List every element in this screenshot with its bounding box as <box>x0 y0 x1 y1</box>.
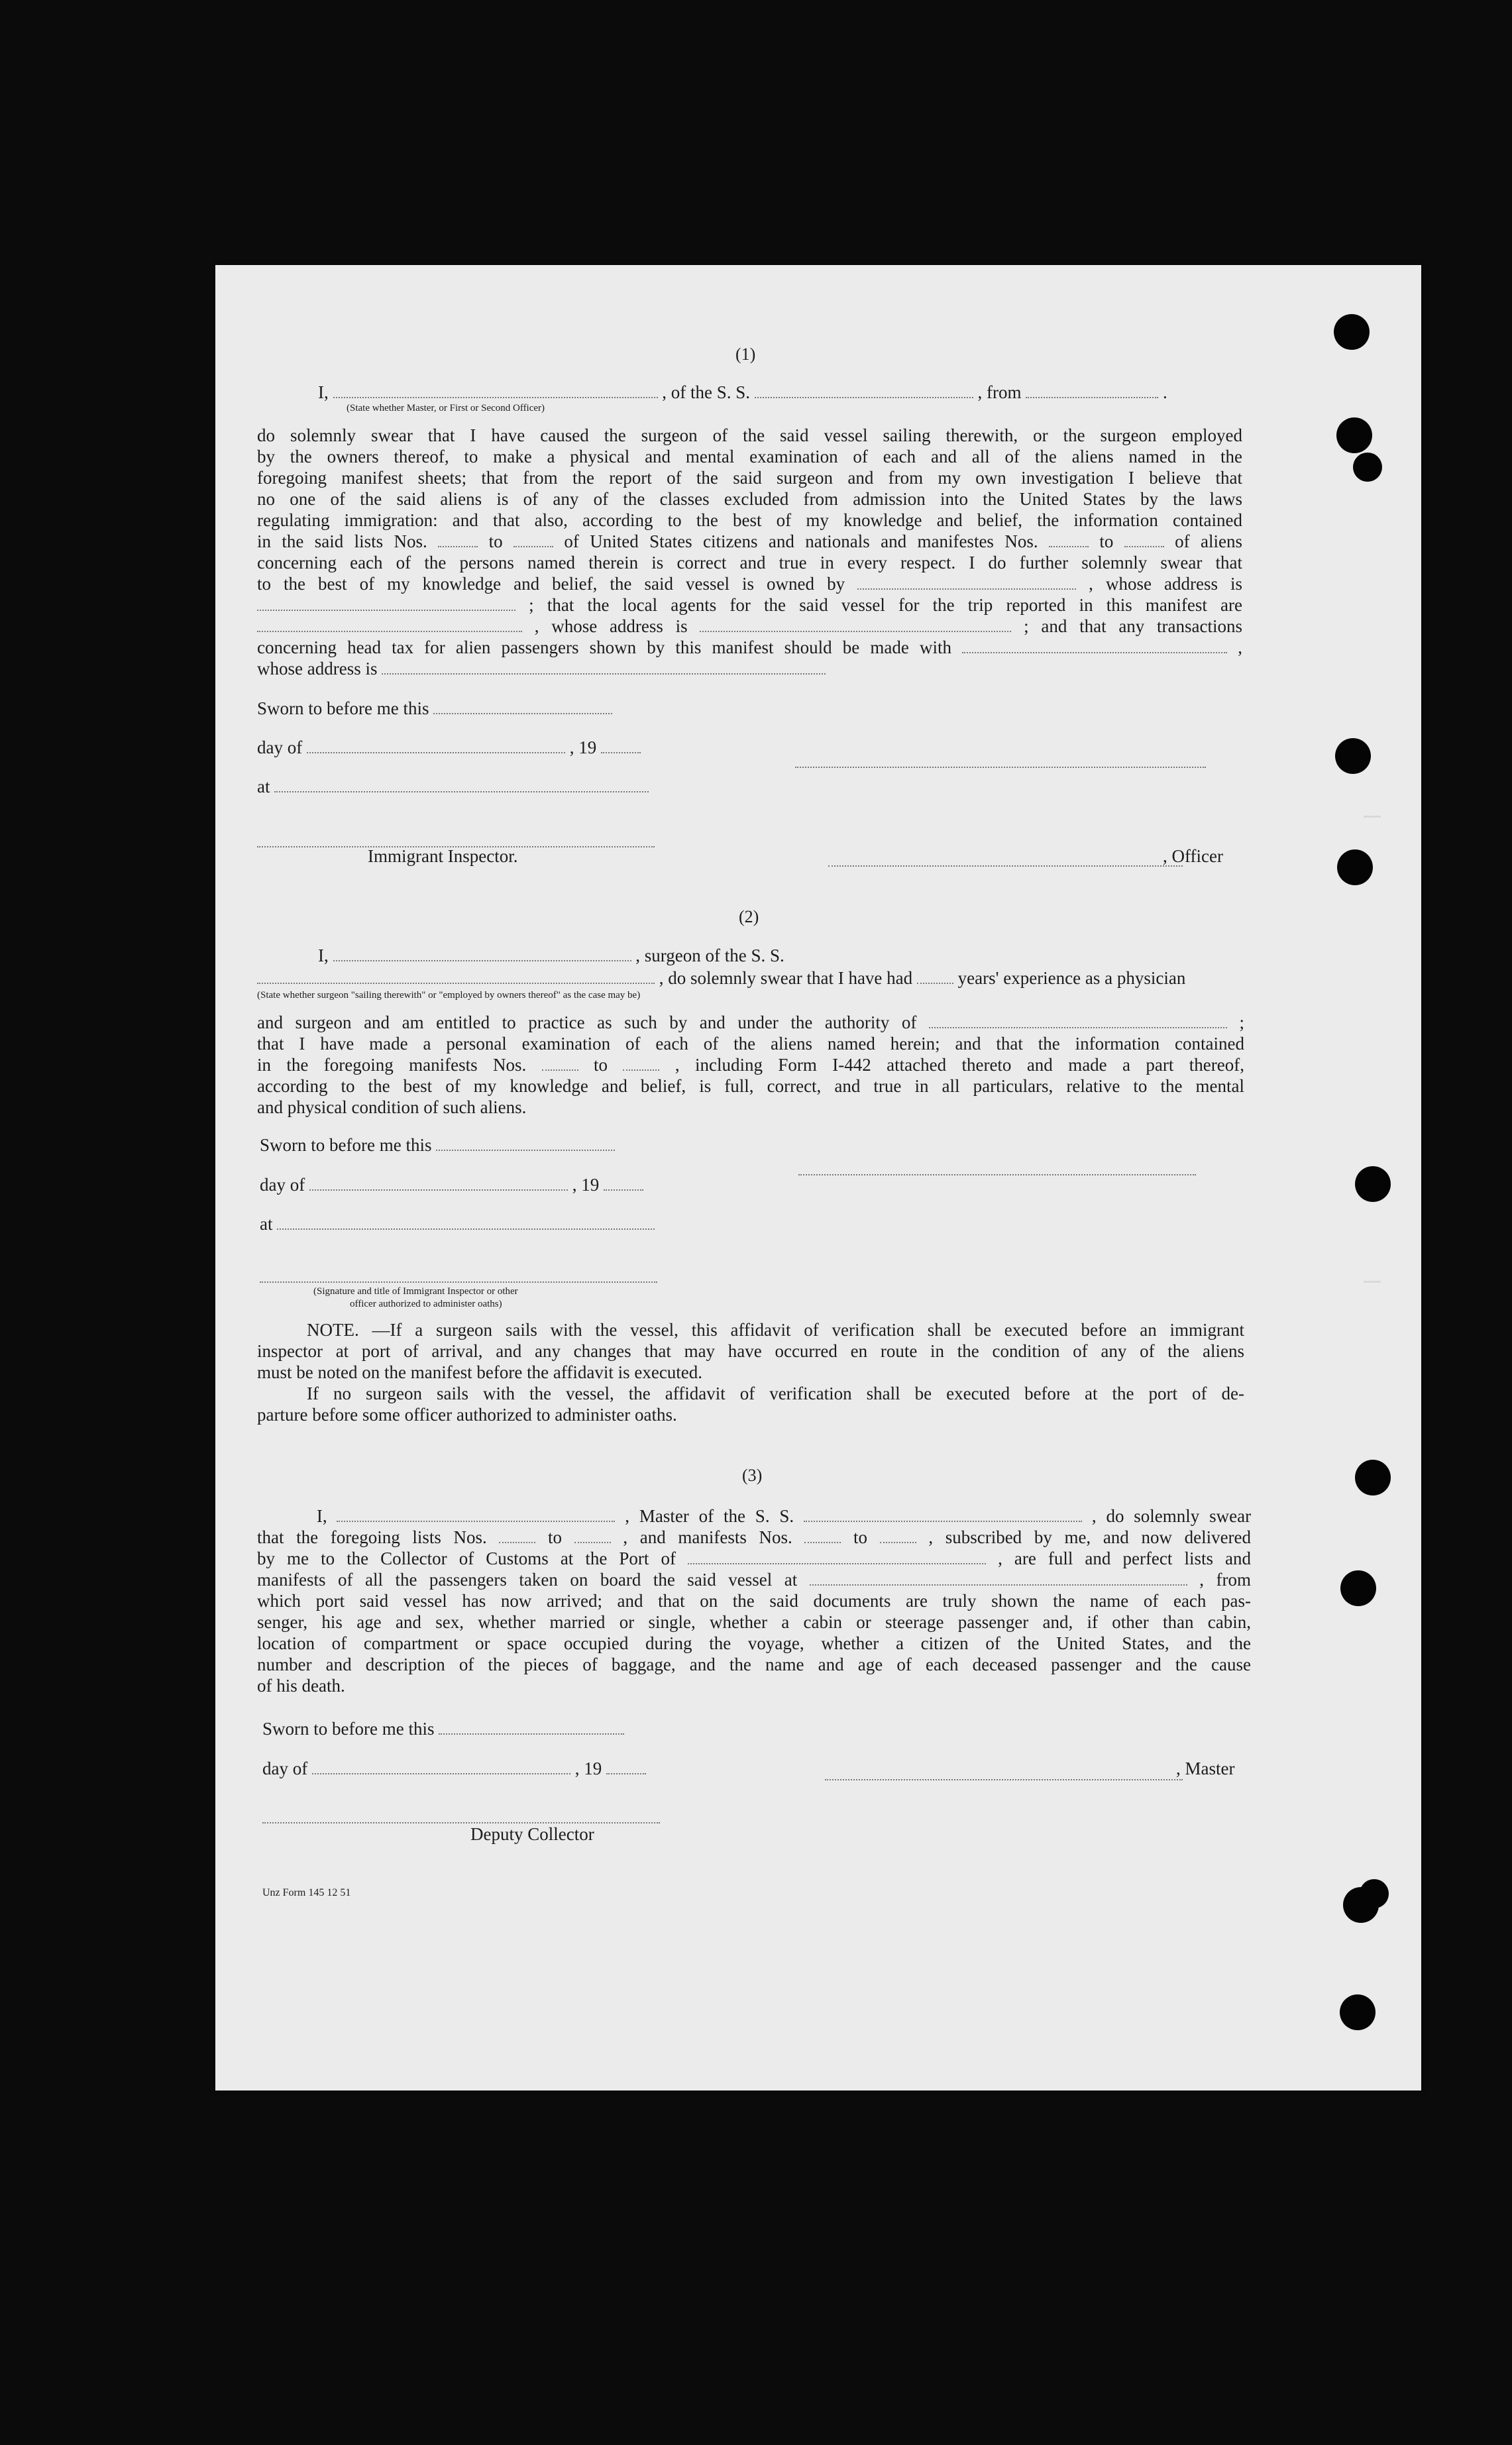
punch-hole <box>1355 1166 1391 1202</box>
surgeon-caption: (State whether surgeon "sailing therewith" or "employed by owners thereof" as the case may be) <box>257 990 641 1001</box>
document-page <box>215 265 1421 2091</box>
lists-to-field-3[interactable] <box>574 1527 611 1543</box>
at-field-2[interactable] <box>277 1214 655 1230</box>
owner-address-field[interactable] <box>257 595 515 611</box>
day-of-field-3[interactable] <box>312 1759 570 1774</box>
section-3-body: I, , Master of the S. S. , do solemnly swear that the foregoing lists Nos. to , and manifests Nos. to , subscribed by me, and now delivered by me to the Collector of Customs at the Port of , are full and perfect lists and manifests of all the passengers taken on board the said vessel at , from which port said vessel has now arrived; and that on the said documents are truly shown the name of each pas- senger, his age and sex, whether married or single, whether a cabin or steerage passenger and, if other than cabin, location of compartment or space occupied during the voyage, whether a citizen of the United States, and the number and description of the pieces of baggage, and the name and age of each deceased passenger and the cause of his death. <box>257 1506 1252 1696</box>
punch-hole <box>1335 738 1371 774</box>
officer-label: , Officer <box>1163 846 1223 866</box>
surgeon-name-field[interactable] <box>333 946 631 961</box>
label-from: , from <box>977 382 1022 402</box>
surgeon-signature-line[interactable] <box>798 1173 1196 1175</box>
section-3-number: (3) <box>742 1466 763 1485</box>
section-2-number: (2) <box>739 907 759 926</box>
head-tax-line: concerning head tax for alien passengers shown by this manifest should be made with , <box>257 637 1243 657</box>
label-of-ss: , of the S. S. <box>662 382 751 402</box>
section-1-day: day of , 19 <box>257 737 641 758</box>
day-of-field-1[interactable] <box>307 737 565 753</box>
administering-officer-line[interactable] <box>260 1280 657 1283</box>
surgeon-note: NOTE. —If a surgeon sails with the vessel, this affidavit of verification shall be executed before an immigrant inspector at port of arrival, and any changes that may have occurred en route in the condition of any of the aliens must be noted on the manifest before the affidavit is executed. If no surgeon sails with the vessel, the affidavit of verification shall be executed before at the port of de- parture before some officer authorized to administer oaths. <box>257 1320 1244 1425</box>
surgeon-status-field[interactable] <box>257 968 655 984</box>
section-2-body: and surgeon and am entitled to practice as such by and under the authority of ; that I have made a personal examination of each of the aliens named herein; and that the information contained in the foregoing manifests Nos. to , including Form I-442 attached thereto and made a part thereof, according to the best of my knowledge and belief, is full, correct, and true in all particulars, relative to the mental and physical condition of such aliens. <box>257 1012 1245 1117</box>
vessel-name-field-3[interactable] <box>804 1506 1082 1522</box>
head-tax-address-line: whose address is <box>257 658 1242 679</box>
year-field-2[interactable] <box>604 1175 643 1191</box>
section-2-line-2: , do solemnly swear that I have had years' experience as a physician <box>257 967 1185 989</box>
year-field-3[interactable] <box>606 1759 646 1774</box>
manifests-to-field-2[interactable] <box>623 1055 659 1071</box>
agents-line: ; that the local agents for the said vessel for the trip reported in this manifest are <box>257 594 1242 616</box>
master-name-field[interactable] <box>337 1506 615 1522</box>
sworn-date-field-2[interactable] <box>436 1135 615 1151</box>
agents-address-line: , whose address is ; and that any transactions <box>257 616 1242 637</box>
punch-hole <box>1353 453 1382 482</box>
at-field-1[interactable] <box>274 777 649 792</box>
section-1-line-1: I, , of the S. S. , from . <box>318 382 1167 402</box>
section-3-day: day of , 19 <box>262 1758 646 1779</box>
section-2-day: day of , 19 <box>260 1174 643 1195</box>
lists-from-field-3[interactable] <box>499 1527 535 1543</box>
agents-address-field[interactable] <box>700 616 1011 632</box>
head-tax-address-field[interactable] <box>382 659 826 675</box>
officer-name-field[interactable] <box>333 382 658 398</box>
authority-field[interactable] <box>929 1012 1227 1028</box>
section-3-sworn: Sworn to before me this <box>262 1718 624 1739</box>
owner-field[interactable] <box>857 574 1076 590</box>
officer-signature-line[interactable] <box>795 765 1206 768</box>
master-signature-line[interactable] <box>825 1778 1183 1780</box>
lists-to-field[interactable] <box>513 531 553 547</box>
section-1-number: (1) <box>735 345 756 364</box>
section-2-at: at <box>260 1213 655 1234</box>
signature-caption-2: officer authorized to administer oaths) <box>350 1299 502 1309</box>
label-i: I, <box>318 382 329 402</box>
manifests-from-field-3[interactable] <box>804 1527 841 1543</box>
lists-line: in the said lists Nos. to of United States citizens and nationals and manifestes Nos. to of aliens <box>257 531 1243 551</box>
margin-tick <box>1364 816 1381 818</box>
punch-hole <box>1336 417 1372 453</box>
punch-hole <box>1340 1994 1376 2030</box>
sworn-date-field-1[interactable] <box>433 698 612 714</box>
from-port-field[interactable] <box>1026 382 1158 398</box>
punch-hole <box>1360 1879 1389 1908</box>
officer-title-line[interactable] <box>828 864 1183 867</box>
manifests-from-field[interactable] <box>1049 531 1089 547</box>
deputy-collector-label: Deputy Collector <box>470 1824 594 1844</box>
head-tax-contact-field[interactable] <box>962 637 1227 653</box>
signature-caption-1: (Signature and title of Immigrant Inspector or other <box>313 1286 518 1297</box>
agents-field[interactable] <box>257 616 522 632</box>
manifests-from-field-2[interactable] <box>542 1055 578 1071</box>
margin-tick <box>1364 1281 1381 1283</box>
section-2-sworn: Sworn to before me this <box>260 1134 615 1156</box>
section-1-at: at <box>257 776 649 797</box>
deputy-collector-line[interactable] <box>262 1821 660 1823</box>
punch-hole <box>1334 314 1370 350</box>
punch-hole <box>1355 1460 1391 1495</box>
vessel-name-field[interactable] <box>755 382 973 398</box>
years-experience-field[interactable] <box>917 968 953 984</box>
manifests-to-field-3[interactable] <box>880 1527 916 1543</box>
section-1-sworn: Sworn to before me this <box>257 698 612 719</box>
immigrant-inspector-label: Immigrant Inspector. <box>368 846 518 866</box>
manifests-to-field[interactable] <box>1124 531 1164 547</box>
owner-line: to the best of my knowledge and belief, the said vessel is owned by , whose address is <box>257 574 1243 594</box>
master-label: , Master <box>1176 1759 1235 1778</box>
port-of-departure-field[interactable] <box>810 1570 1187 1586</box>
day-of-field-2[interactable] <box>309 1175 568 1191</box>
lists-from-field[interactable] <box>438 531 478 547</box>
punch-hole <box>1337 849 1373 885</box>
section-2-line-1: I, , surgeon of the S. S. <box>318 946 784 965</box>
officer-caption: (State whether Master, or First or Second Officer) <box>347 403 545 413</box>
port-of-arrival-field[interactable] <box>688 1548 986 1564</box>
punch-hole <box>1340 1570 1376 1606</box>
year-field-1[interactable] <box>601 737 641 753</box>
sworn-date-field-3[interactable] <box>439 1719 624 1735</box>
section-1-body: do solemnly swear that I have caused the surgeon of the said vessel sailing therewith, or the surgeon employed by the owners thereof, to make a physical and mental examination of each and all of the aliens named in the foregoing manifest sheets; that from the report of the said surgeon and from my own investigation I believe that no one of the said aliens is of any of the classes excluded from admission into the United States by the laws regulating immigration: and that also, according to the best of my knowledge and belief, the information contained in the said lists Nos. to of United States citizens and nationals and manifestes Nos. to of aliens concerning each of the persons named therein is correct and true in every respect. I do further solemnly swear that to the best of my knowledge and belief, the said vessel is owned by , whose address is ; that the local agents for the said vessel for the trip reported in this manifest are , whose address is ; and that any transactions concerning head tax for alien passengers shown by this manifest should be made with , whose address is <box>257 425 1243 679</box>
form-number: Unz Form 145 12 51 <box>262 1887 351 1898</box>
